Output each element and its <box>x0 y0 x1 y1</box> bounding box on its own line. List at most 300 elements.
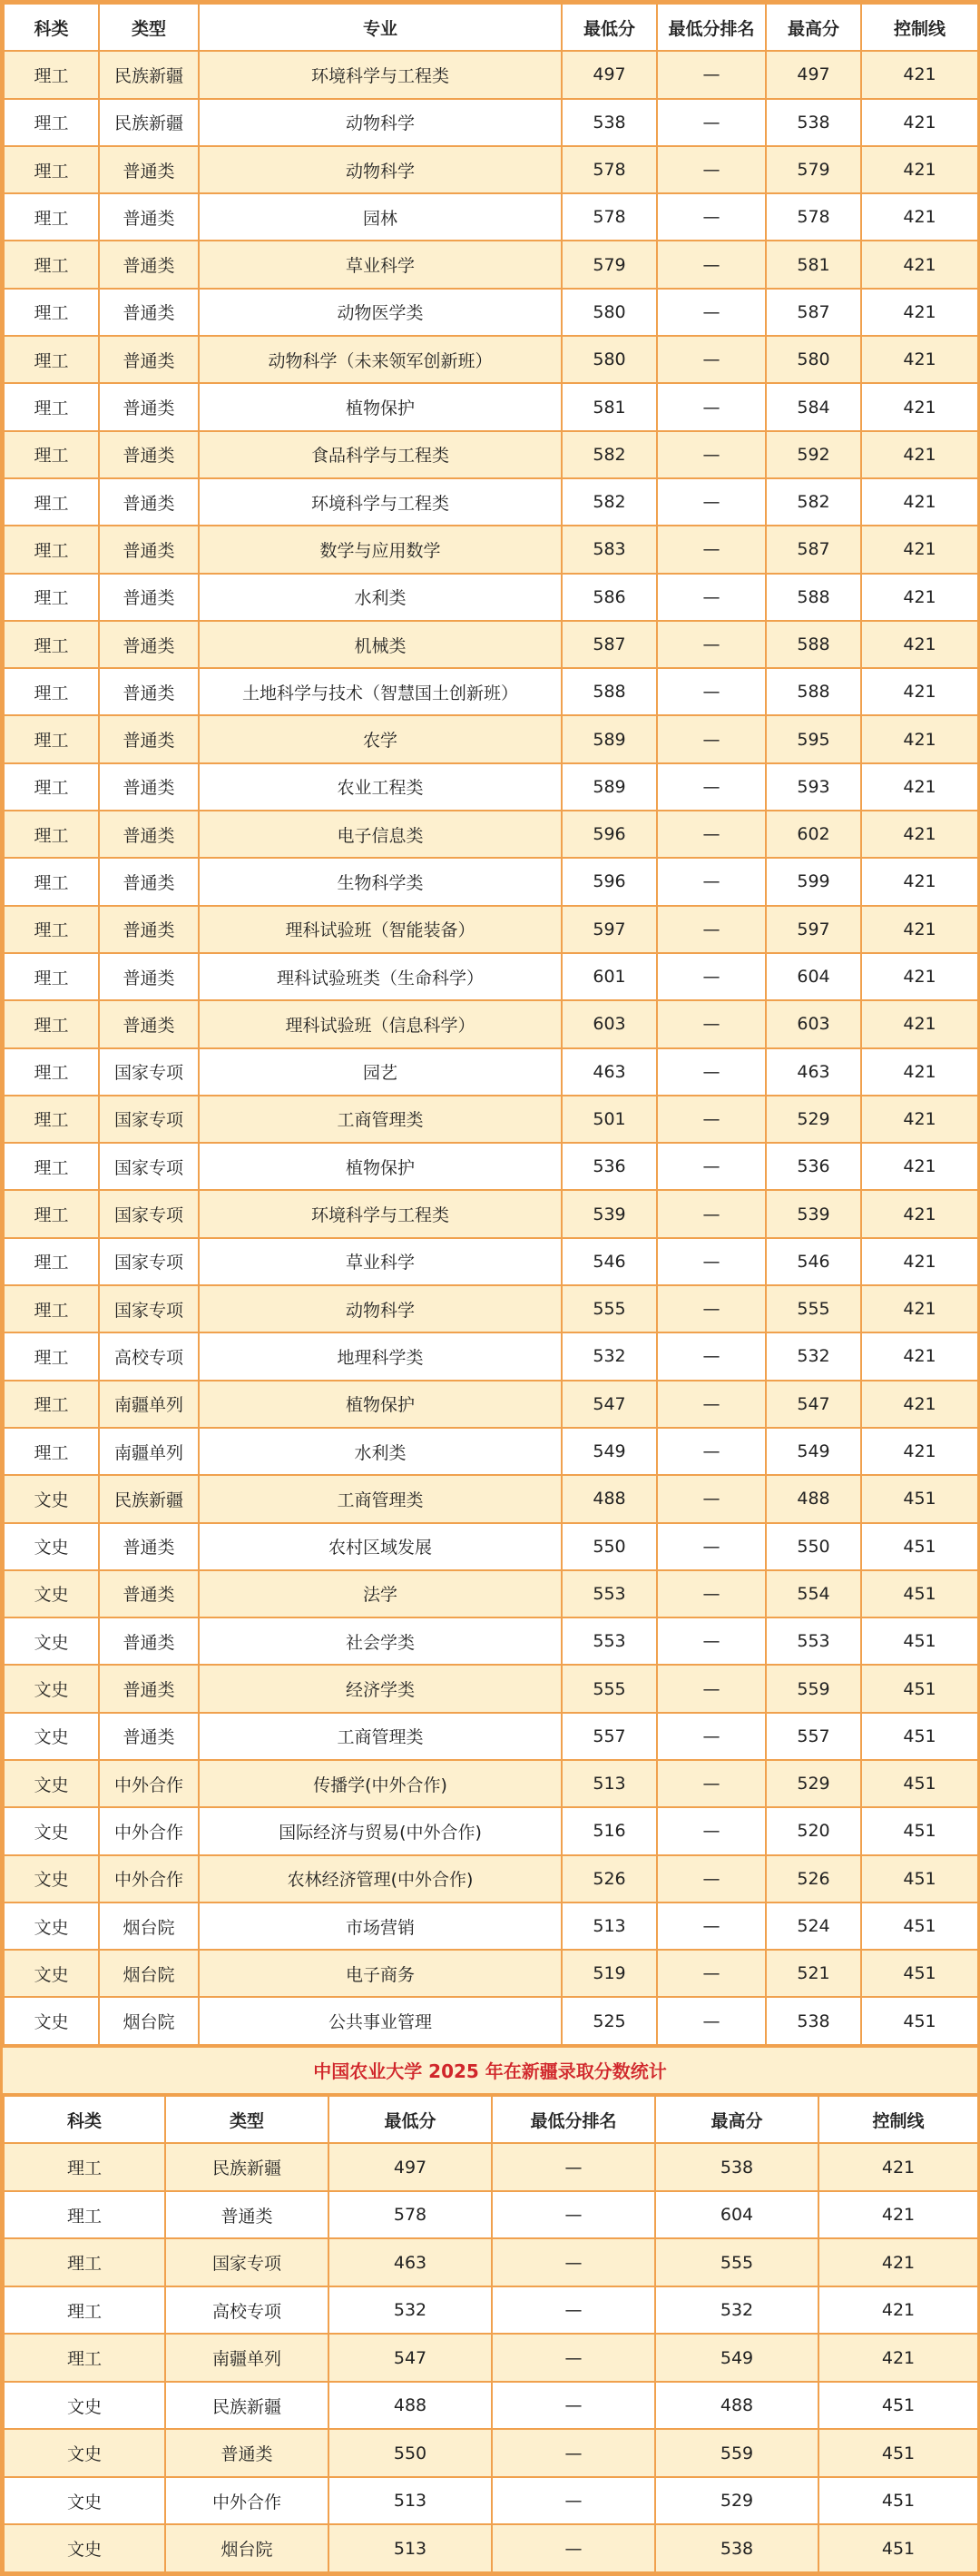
table-header-row <box>4 4 978 51</box>
table-cell: — <box>657 1665 766 1712</box>
table-cell: 草业科学 <box>199 1238 562 1285</box>
table-cell: 555 <box>766 1285 861 1332</box>
table-cell: — <box>657 1238 766 1285</box>
table-cell: 451 <box>861 1665 978 1712</box>
table-cell: 理工 <box>4 1190 99 1237</box>
table-cell: 604 <box>655 2191 818 2239</box>
table-cell: 环境科学与工程类 <box>199 478 562 526</box>
table-row <box>4 99 978 146</box>
table-cell: 社会学类 <box>199 1617 562 1665</box>
table-cell: 文史 <box>4 2524 165 2572</box>
table-row <box>4 1523 978 1570</box>
table-cell: 理工 <box>4 99 99 146</box>
table-cell: 普通类 <box>99 906 199 953</box>
table-cell: 524 <box>766 1903 861 1950</box>
table-cell: 法学 <box>199 1570 562 1617</box>
table-row <box>4 1713 978 1760</box>
table-cell: 理工 <box>4 1285 99 1332</box>
table-cell: 593 <box>766 763 861 811</box>
table-cell: — <box>657 1428 766 1475</box>
table-row <box>4 1238 978 1285</box>
table-cell: 582 <box>562 431 657 478</box>
table-cell: 高校专项 <box>165 2286 328 2335</box>
table-cell: 文史 <box>4 1665 99 1712</box>
table-cell: 513 <box>562 1760 657 1807</box>
table-row <box>4 526 978 573</box>
table-cell: — <box>492 2477 655 2525</box>
table-cell: 动物科学 <box>199 146 562 193</box>
table-cell: 国家专项 <box>99 1143 199 1190</box>
table-cell: 421 <box>861 241 978 288</box>
table-cell: 451 <box>818 2477 978 2525</box>
table-cell: 地理科学类 <box>199 1332 562 1380</box>
table-cell: — <box>492 2524 655 2572</box>
table-cell: 547 <box>766 1381 861 1428</box>
table-cell: 文史 <box>4 1855 99 1903</box>
table-cell: 普通类 <box>99 383 199 430</box>
table-cell: 中外合作 <box>99 1855 199 1903</box>
table-cell: 烟台院 <box>99 1950 199 1997</box>
table-cell: 国家专项 <box>165 2238 328 2286</box>
table-cell: 451 <box>818 2429 978 2477</box>
table-cell: 421 <box>818 2191 978 2239</box>
table-cell: — <box>492 2429 655 2477</box>
table-cell: — <box>657 99 766 146</box>
table-cell: 451 <box>861 1475 978 1522</box>
table-cell: 599 <box>766 858 861 905</box>
table-cell: 理工 <box>4 478 99 526</box>
table-cell: 538 <box>766 1997 861 2044</box>
table-cell: 理工 <box>4 1428 99 1475</box>
table-row <box>4 1143 978 1190</box>
table-cell: 520 <box>766 1807 861 1854</box>
table-cell: 549 <box>562 1428 657 1475</box>
table-cell: 理科试验班（智能装备） <box>199 906 562 953</box>
table-cell: 普通类 <box>99 574 199 621</box>
table-cell: 421 <box>861 1048 978 1096</box>
table-row <box>4 1570 978 1617</box>
table-cell: — <box>492 2334 655 2382</box>
table-cell: 550 <box>766 1523 861 1570</box>
table-cell: 食品科学与工程类 <box>199 431 562 478</box>
table-cell: 数学与应用数学 <box>199 526 562 573</box>
table-cell: 578 <box>562 146 657 193</box>
table-row <box>4 2238 978 2286</box>
table-cell: 中外合作 <box>99 1807 199 1854</box>
table-row <box>4 336 978 383</box>
table-cell: 451 <box>861 1570 978 1617</box>
table-cell: 电子商务 <box>199 1950 562 1997</box>
table-cell: 525 <box>562 1997 657 2044</box>
table-row <box>4 953 978 1000</box>
table-cell: 电子信息类 <box>199 811 562 858</box>
table-cell: 理工 <box>4 953 99 1000</box>
table-row <box>4 811 978 858</box>
table-cell: 普通类 <box>99 336 199 383</box>
table-cell: — <box>492 2143 655 2191</box>
table-cell: 理工 <box>4 574 99 621</box>
table-cell: 植物保护 <box>199 1143 562 1190</box>
table-cell: 421 <box>861 906 978 953</box>
table-cell: 580 <box>562 336 657 383</box>
table-cell: 普通类 <box>99 1570 199 1617</box>
table-cell: 579 <box>562 241 657 288</box>
table-cell: 526 <box>766 1855 861 1903</box>
table-row <box>4 1855 978 1903</box>
table-cell: 普通类 <box>99 193 199 241</box>
table-cell: 理工 <box>4 431 99 478</box>
table-cell: 农学 <box>199 715 562 762</box>
table-cell: 421 <box>861 478 978 526</box>
table-cell: 581 <box>562 383 657 430</box>
table-cell: 553 <box>562 1617 657 1665</box>
table-cell: 动物医学类 <box>199 289 562 336</box>
table-cell: 532 <box>655 2286 818 2335</box>
table-row <box>4 1428 978 1475</box>
table-cell: 582 <box>562 478 657 526</box>
table-cell: 中外合作 <box>165 2477 328 2525</box>
table-cell: 环境科学与工程类 <box>199 51 562 98</box>
table-cell: 普通类 <box>99 858 199 905</box>
table-cell: 南疆单列 <box>99 1428 199 1475</box>
table-row <box>4 1617 978 1665</box>
table-cell: 文史 <box>4 1617 99 1665</box>
table-cell: 普通类 <box>99 289 199 336</box>
table-cell: 国家专项 <box>99 1285 199 1332</box>
table-cell: 理工 <box>4 193 99 241</box>
table-cell: 421 <box>861 99 978 146</box>
table-cell: 421 <box>861 1332 978 1380</box>
table-cell: 烟台院 <box>165 2524 328 2572</box>
table-cell: 理工 <box>4 763 99 811</box>
table-cell: 529 <box>766 1096 861 1143</box>
table-cell: — <box>657 336 766 383</box>
table-row <box>4 1000 978 1047</box>
table-cell: 普通类 <box>99 431 199 478</box>
table-cell: 421 <box>861 1143 978 1190</box>
table-cell: 554 <box>766 1570 861 1617</box>
table-cell: 普通类 <box>99 1523 199 1570</box>
table-cell: 549 <box>766 1428 861 1475</box>
table-cell: — <box>657 574 766 621</box>
table-cell: 513 <box>562 1903 657 1950</box>
table-cell: 557 <box>562 1713 657 1760</box>
column-header: 最低分 <box>328 2096 492 2144</box>
table-cell: 市场营销 <box>199 1903 562 1950</box>
table-cell: 理工 <box>4 2334 165 2382</box>
table-row <box>4 383 978 430</box>
table-cell: — <box>657 526 766 573</box>
table-row <box>4 2286 978 2335</box>
table-cell: 421 <box>861 336 978 383</box>
table-cell: 546 <box>766 1238 861 1285</box>
table-cell: 532 <box>328 2286 492 2335</box>
table-cell: 451 <box>861 1997 978 2044</box>
table-cell: 582 <box>766 478 861 526</box>
table-cell: 555 <box>655 2238 818 2286</box>
table-cell: 文史 <box>4 1760 99 1807</box>
table-cell: 普通类 <box>99 953 199 1000</box>
table-cell: 南疆单列 <box>165 2334 328 2382</box>
table-cell: 488 <box>328 2382 492 2430</box>
column-header: 类型 <box>99 4 199 51</box>
table-cell: 理工 <box>4 1381 99 1428</box>
table-cell: 451 <box>861 1950 978 1997</box>
table-cell: 理科试验班类（生命科学） <box>199 953 562 1000</box>
table-cell: — <box>657 1285 766 1332</box>
table-cell: — <box>657 383 766 430</box>
table-cell: — <box>657 953 766 1000</box>
table-cell: 547 <box>562 1381 657 1428</box>
table-cell: 421 <box>818 2334 978 2382</box>
table-cell: 理工 <box>4 51 99 98</box>
table-cell: 理工 <box>4 526 99 573</box>
table-cell: 421 <box>861 146 978 193</box>
table-cell: 文史 <box>4 1570 99 1617</box>
table-cell: 538 <box>562 99 657 146</box>
table-row <box>4 1760 978 1807</box>
table-cell: 421 <box>861 1381 978 1428</box>
table-cell: 理工 <box>4 2191 165 2239</box>
table-cell: 546 <box>562 1238 657 1285</box>
table-row <box>4 289 978 336</box>
table-cell: 578 <box>328 2191 492 2239</box>
table-cell: 烟台院 <box>99 1903 199 1950</box>
table-cell: 普通类 <box>99 1617 199 1665</box>
table-cell: 园艺 <box>199 1048 562 1096</box>
table-row <box>4 2477 978 2525</box>
table-cell: — <box>657 1950 766 1997</box>
table-cell: 451 <box>861 1523 978 1570</box>
table-cell: — <box>657 1760 766 1807</box>
column-header: 专业 <box>199 4 562 51</box>
table-cell: 理工 <box>4 621 99 668</box>
table-cell: — <box>657 1332 766 1380</box>
table-cell: 421 <box>861 1096 978 1143</box>
table-cell: 538 <box>655 2143 818 2191</box>
table-cell: 451 <box>818 2382 978 2430</box>
table-cell: 工商管理类 <box>199 1096 562 1143</box>
table-cell: 高校专项 <box>99 1332 199 1380</box>
column-header: 类型 <box>165 2096 328 2144</box>
table-cell: 555 <box>562 1665 657 1712</box>
table-cell: 529 <box>766 1760 861 1807</box>
table-cell: 理工 <box>4 1238 99 1285</box>
table-cell: 理工 <box>4 858 99 905</box>
table-cell: 公共事业管理 <box>199 1997 562 2044</box>
table-cell: 普通类 <box>99 241 199 288</box>
table-cell: 理工 <box>4 1000 99 1047</box>
table-cell: 547 <box>328 2334 492 2382</box>
table-cell: — <box>657 906 766 953</box>
table-cell: — <box>657 146 766 193</box>
section-title: 中国农业大学 2025 年在新疆录取分数统计 <box>3 2046 977 2095</box>
table-cell: — <box>657 1713 766 1760</box>
table-cell: 环境科学与工程类 <box>199 1190 562 1237</box>
table-cell: 421 <box>861 289 978 336</box>
table-cell: 536 <box>766 1143 861 1190</box>
table-row <box>4 51 978 98</box>
table-cell: 动物科学 <box>199 1285 562 1332</box>
table-cell: 586 <box>562 574 657 621</box>
table-cell: 理工 <box>4 1332 99 1380</box>
table-cell: 497 <box>562 51 657 98</box>
table-cell: — <box>657 1807 766 1854</box>
table-cell: 581 <box>766 241 861 288</box>
table-cell: 595 <box>766 715 861 762</box>
table-cell: 机械类 <box>199 621 562 668</box>
table-cell: 421 <box>861 431 978 478</box>
table-cell: — <box>657 811 766 858</box>
table-cell: 生物科学类 <box>199 858 562 905</box>
table-cell: — <box>657 1190 766 1237</box>
table-row <box>4 1096 978 1143</box>
table-cell: 539 <box>562 1190 657 1237</box>
table-cell: — <box>657 1997 766 2044</box>
table-cell: 588 <box>766 668 861 715</box>
table-cell: — <box>657 1381 766 1428</box>
table-cell: 烟台院 <box>99 1997 199 2044</box>
column-header: 最高分 <box>766 4 861 51</box>
table-cell: — <box>657 193 766 241</box>
table-cell: 民族新疆 <box>165 2382 328 2430</box>
table-cell: 经济学类 <box>199 1665 562 1712</box>
table-cell: 动物科学 <box>199 99 562 146</box>
table-cell: 589 <box>562 715 657 762</box>
table-cell: — <box>657 1143 766 1190</box>
table-cell: 421 <box>861 621 978 668</box>
table-cell: 463 <box>766 1048 861 1096</box>
table-cell: 597 <box>766 906 861 953</box>
table-cell: — <box>657 1475 766 1522</box>
table-cell: 463 <box>328 2238 492 2286</box>
table-row <box>4 1903 978 1950</box>
table-row <box>4 146 978 193</box>
table-cell: 604 <box>766 953 861 1000</box>
table-row <box>4 1997 978 2044</box>
table-cell: 工商管理类 <box>199 1713 562 1760</box>
table-cell: 526 <box>562 1855 657 1903</box>
table-cell: 421 <box>861 193 978 241</box>
table-cell: 583 <box>562 526 657 573</box>
table-cell: 421 <box>861 526 978 573</box>
table-cell: 文史 <box>4 1903 99 1950</box>
table-cell: 451 <box>818 2524 978 2572</box>
table-cell: 559 <box>655 2429 818 2477</box>
table-row <box>4 478 978 526</box>
table-cell: 文史 <box>4 2477 165 2525</box>
table-cell: 普通类 <box>165 2191 328 2239</box>
table-cell: 602 <box>766 811 861 858</box>
table-cell: — <box>657 51 766 98</box>
table-cell: — <box>657 715 766 762</box>
table-cell: 普通类 <box>99 478 199 526</box>
table-cell: 553 <box>766 1617 861 1665</box>
table-cell: 中外合作 <box>99 1760 199 1807</box>
table-cell: 文史 <box>4 1523 99 1570</box>
table-cell: 536 <box>562 1143 657 1190</box>
table-cell: 421 <box>818 2286 978 2335</box>
table-cell: 488 <box>766 1475 861 1522</box>
table-cell: 587 <box>766 526 861 573</box>
table-cell: 理工 <box>4 1143 99 1190</box>
table-cell: — <box>657 1617 766 1665</box>
table-cell: 513 <box>328 2477 492 2525</box>
table-cell: 516 <box>562 1807 657 1854</box>
table-cell: 488 <box>562 1475 657 1522</box>
table-cell: 601 <box>562 953 657 1000</box>
table-row <box>4 715 978 762</box>
table-row <box>4 1285 978 1332</box>
table-row <box>4 241 978 288</box>
table-cell: 559 <box>766 1665 861 1712</box>
table-row <box>4 1048 978 1096</box>
table-cell: 理工 <box>4 1096 99 1143</box>
column-header: 最低分排名 <box>492 2096 655 2144</box>
table-cell: 553 <box>562 1570 657 1617</box>
table-cell: 451 <box>861 1617 978 1665</box>
table-cell: 理工 <box>4 715 99 762</box>
table-cell: 理工 <box>4 383 99 430</box>
table-cell: 421 <box>861 1428 978 1475</box>
table-cell: — <box>492 2286 655 2335</box>
table-cell: — <box>657 668 766 715</box>
column-header: 最低分 <box>562 4 657 51</box>
table-cell: 理工 <box>4 336 99 383</box>
table-cell: 民族新疆 <box>165 2143 328 2191</box>
column-header: 控制线 <box>861 4 978 51</box>
table-cell: 521 <box>766 1950 861 1997</box>
table-row <box>4 906 978 953</box>
table-cell: 550 <box>328 2429 492 2477</box>
table-cell: — <box>657 1000 766 1047</box>
table-row <box>4 193 978 241</box>
table-cell: 文史 <box>4 2382 165 2430</box>
table-cell: 421 <box>861 383 978 430</box>
table-cell: — <box>657 241 766 288</box>
table-cell: 理工 <box>4 2143 165 2191</box>
table-cell: 国际经济与贸易(中外合作) <box>199 1807 562 1854</box>
table-cell: 421 <box>861 763 978 811</box>
table-cell: 587 <box>562 621 657 668</box>
table-row <box>4 1475 978 1522</box>
table-row <box>4 668 978 715</box>
table-cell: 588 <box>766 621 861 668</box>
table-cell: 传播学(中外合作) <box>199 1760 562 1807</box>
table-cell: 421 <box>861 668 978 715</box>
table-row <box>4 2429 978 2477</box>
table-cell: 513 <box>328 2524 492 2572</box>
table-cell: 421 <box>818 2143 978 2191</box>
table-cell: 579 <box>766 146 861 193</box>
table-cell: 578 <box>766 193 861 241</box>
table-cell: 549 <box>655 2334 818 2382</box>
table-cell: — <box>657 1523 766 1570</box>
table-cell: 理科试验班（信息科学） <box>199 1000 562 1047</box>
table-cell: 421 <box>861 1190 978 1237</box>
table-row <box>4 621 978 668</box>
summary-score-table <box>3 2095 979 2573</box>
table-cell: 理工 <box>4 811 99 858</box>
table-cell: — <box>492 2191 655 2239</box>
table-row <box>4 2524 978 2572</box>
table-cell: 603 <box>766 1000 861 1047</box>
table-cell: 497 <box>328 2143 492 2191</box>
table-row <box>4 1332 978 1380</box>
table-cell: 理工 <box>4 906 99 953</box>
table-cell: 草业科学 <box>199 241 562 288</box>
table-cell: 民族新疆 <box>99 51 199 98</box>
